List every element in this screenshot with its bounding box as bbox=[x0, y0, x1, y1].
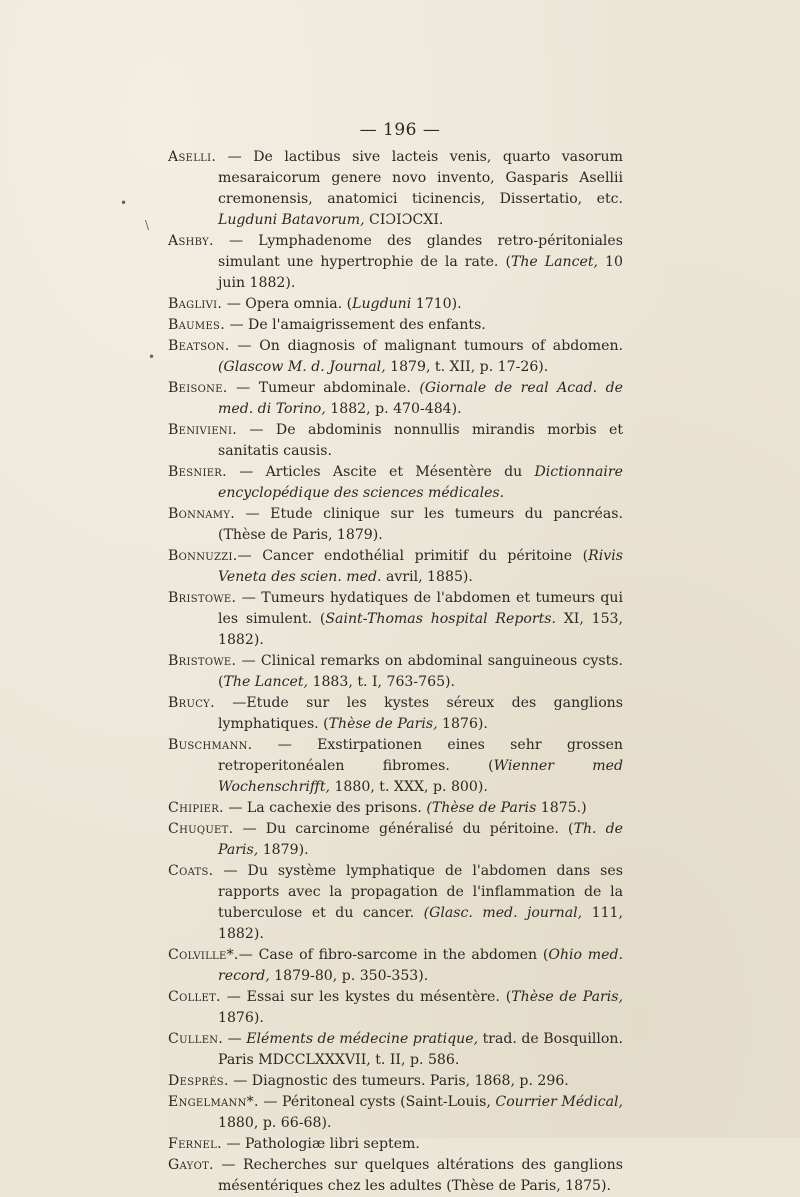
bibliography-entry bbox=[168, 462, 623, 504]
entry-text: — Articles Ascite et Mésentère du bbox=[226, 464, 535, 480]
entry-text: — Case of fibro-sarcome in the abdomen ( bbox=[238, 947, 549, 963]
bibliography-entry bbox=[168, 147, 623, 231]
entry-source-title: Th. de Paris, bbox=[218, 821, 623, 858]
entry-citation-details: XI, 153, 1882). bbox=[218, 611, 623, 648]
entry-source-title: Rivis Veneta des scien. med. bbox=[218, 548, 623, 585]
bibliography-entry bbox=[168, 420, 623, 462]
page-number: — 196 — bbox=[359, 120, 441, 140]
entry-source-title: Lugduni bbox=[352, 296, 412, 312]
entry-text: — Etude clinique sur les tumeurs du pancréas. (Thèse de Paris, 1879). bbox=[218, 506, 623, 543]
entry-author: Chipier. bbox=[168, 800, 224, 816]
entry-text: — Pathologiæ libri septem. bbox=[221, 1136, 420, 1152]
entry-author: Bonnamy. bbox=[168, 506, 235, 522]
entry-author: Beatson. bbox=[168, 338, 230, 354]
bibliography-entry bbox=[168, 735, 623, 798]
bibliography-entry bbox=[168, 1092, 623, 1134]
entry-source-title: The Lancet, bbox=[510, 254, 599, 270]
entry-citation-details: 1879-80, p. 350-353). bbox=[269, 968, 429, 984]
bibliography-entry bbox=[168, 294, 623, 315]
entry-author: Besnier. bbox=[168, 464, 227, 480]
entry-author: Aselli. bbox=[168, 149, 217, 165]
entry-source-title: Thèse de Paris, bbox=[328, 716, 438, 732]
margin-mark: • bbox=[120, 196, 128, 210]
bibliography-entry bbox=[168, 819, 623, 861]
bibliography-entry bbox=[168, 546, 623, 588]
entry-text: — Cancer endothélial primitif du péritoine ( bbox=[237, 548, 589, 564]
entry-author: Coats. bbox=[168, 863, 214, 879]
entry-author: Cullen. bbox=[168, 1031, 224, 1047]
bibliography-entry bbox=[168, 987, 623, 1029]
entry-author: Gayot. bbox=[168, 1157, 214, 1173]
entry-author: Collet. bbox=[168, 989, 221, 1005]
entry-citation-details: 1879, t. XII, p. 17-26). bbox=[385, 359, 549, 375]
entry-author: Brucy. bbox=[168, 695, 215, 711]
entry-author: Buschmann. bbox=[168, 737, 253, 753]
entry-author: Bristowe. bbox=[168, 653, 237, 669]
bibliography-entry bbox=[168, 588, 623, 651]
entry-author: Fernel. bbox=[168, 1136, 222, 1152]
entry-citation-details: 1879). bbox=[258, 842, 309, 858]
entry-citation-details: 1876). bbox=[437, 716, 488, 732]
entry-citation-details: trad. de Bosquillon. Paris MDCCLXXXVII, t. II, p. 586. bbox=[218, 1031, 623, 1068]
entry-source-title: Courrier Médical, bbox=[495, 1094, 623, 1110]
entry-source-title: Eléments de médecine pratique, bbox=[246, 1031, 479, 1047]
entry-citation-details: 1710). bbox=[411, 296, 462, 312]
entry-text: —Etude sur les kystes séreux des ganglions lymphatiques. ( bbox=[214, 695, 623, 732]
entry-text: — Tumeurs hydatiques de l'abdomen et tumeurs qui les simulent. ( bbox=[218, 590, 623, 627]
entry-citation-details: 1883, t. I, 763-765). bbox=[308, 674, 456, 690]
bibliography-entry bbox=[168, 231, 623, 294]
entry-source-title: Thèse de Paris, bbox=[511, 989, 623, 1005]
entry-author: Bonnuzzi. bbox=[168, 548, 238, 564]
bibliography-entry bbox=[168, 651, 623, 693]
entry-author: Ashby. bbox=[168, 233, 214, 249]
entry-source-title: (Glascow M. d. Journal, bbox=[218, 359, 386, 375]
entry-text: — Clinical remarks on abdominal sanguineous cysts. ( bbox=[218, 653, 623, 690]
entry-author: Beisone. bbox=[168, 380, 228, 396]
entry-author: Baumes. bbox=[168, 317, 225, 333]
entry-text: — Du système lymphatique de l'abdomen dans ses rapports avec la propagation de l'inflammation de la tuberculose et du cancer. bbox=[213, 863, 623, 921]
entry-source-title: Saint-Thomas hospital Reports. bbox=[325, 611, 556, 627]
bibliography-entry bbox=[168, 1029, 623, 1071]
bibliography-entry bbox=[168, 693, 623, 735]
bibliography-entry bbox=[168, 861, 623, 945]
bibliography-entry bbox=[168, 1071, 623, 1092]
entry-text: — On diagnosis of malignant tumours of abdomen. bbox=[229, 338, 623, 354]
margin-mark: \ bbox=[145, 218, 150, 232]
bibliography-entry bbox=[168, 378, 623, 420]
entry-citation-details: 1880, p. 66-68). bbox=[218, 1115, 332, 1131]
entry-text: — Essai sur les kystes du mésentère. ( bbox=[220, 989, 512, 1005]
entry-text: — Péritoneal cysts (Saint-Louis, bbox=[258, 1094, 496, 1110]
entry-source-title: The Lancet, bbox=[223, 674, 309, 690]
entry-citation-details: CIƆIƆCXI. bbox=[364, 212, 444, 228]
entry-author: Bristowe. bbox=[168, 590, 237, 606]
entry-text: — De l'amaigrissement des enfants. bbox=[224, 317, 486, 333]
bibliography-entry bbox=[168, 336, 623, 378]
entry-author: Colville*. bbox=[168, 947, 239, 963]
bibliography-entry bbox=[168, 1155, 623, 1197]
entry-source-title: Wienner med Wochenschrifft, bbox=[218, 758, 623, 795]
bibliography-entry bbox=[168, 504, 623, 546]
entry-citation-details: avril, 1885). bbox=[381, 569, 473, 585]
entry-text: — Opera omnia. ( bbox=[222, 296, 353, 312]
entry-text: — Exstirpationen eines sehr grossen retroperitonéalen fibromes. ( bbox=[218, 737, 623, 774]
entry-text: — De abdominis nonnullis mirandis morbis et sanitatis causis. bbox=[218, 422, 623, 459]
entry-citation-details: 1880, t. XXX, p. 800). bbox=[329, 779, 488, 795]
bibliography-entry bbox=[168, 1134, 623, 1155]
entry-citation-details: 111, 1882). bbox=[218, 905, 623, 942]
entry-text: — Tumeur abdominale. bbox=[227, 380, 420, 396]
entry-text: — Lymphadenome des glandes retro-péritoniales simulant une hypertrophie de la rate. ( bbox=[213, 233, 623, 270]
entry-author: Engelmann*. bbox=[168, 1094, 259, 1110]
entry-author: Chuquet. bbox=[168, 821, 234, 837]
entry-source-title: (Thèse de Paris bbox=[426, 800, 537, 816]
entry-source-title: (Giornale de real Acad. de med. di Torino, bbox=[218, 380, 623, 417]
entry-author: Després. bbox=[168, 1073, 229, 1089]
entry-source-title: (Glasc. med. journal, bbox=[423, 905, 583, 921]
entry-author: Benivieni. bbox=[168, 422, 238, 438]
entry-citation-details: 1882, p. 470-484). bbox=[325, 401, 462, 417]
entry-citation-details: 10 juin 1882). bbox=[218, 254, 623, 291]
entry-text: — bbox=[223, 1031, 247, 1047]
entry-text: — Diagnostic des tumeurs. Paris, 1868, p. 296. bbox=[228, 1073, 569, 1089]
entry-citation-details: 1875.) bbox=[536, 800, 587, 816]
margin-mark: • bbox=[148, 350, 156, 364]
bibliography-entry bbox=[168, 798, 623, 819]
entry-source-title: Lugduni Batavorum, bbox=[218, 212, 365, 228]
entry-text: — La cachexie des prisons. bbox=[223, 800, 427, 816]
entry-text: — Du carcinome généralisé du péritoine. ( bbox=[233, 821, 574, 837]
entry-citation-details: 1876). bbox=[218, 1010, 264, 1026]
entry-author: Baglivi. bbox=[168, 296, 223, 312]
bibliography-entry bbox=[168, 315, 623, 336]
bibliography-list bbox=[168, 147, 623, 1197]
entry-source-title: Ohio med. record, bbox=[218, 947, 624, 984]
entry-text: — Recherches sur quelques altérations des ganglions mésentériques chez les adultes (Thèse de Paris, 1875). bbox=[213, 1157, 623, 1194]
bibliography-entry bbox=[168, 945, 623, 987]
entry-text: — De lactibus sive lacteis venis, quarto vasorum mesaraicorum genere novo invento, Gasparis Asellii cremonensis, anatomici ticinencis, Dissertatio, etc. bbox=[216, 149, 623, 207]
entry-source-title: Dictionnaire encyclopédique des sciences médicales. bbox=[218, 464, 623, 501]
